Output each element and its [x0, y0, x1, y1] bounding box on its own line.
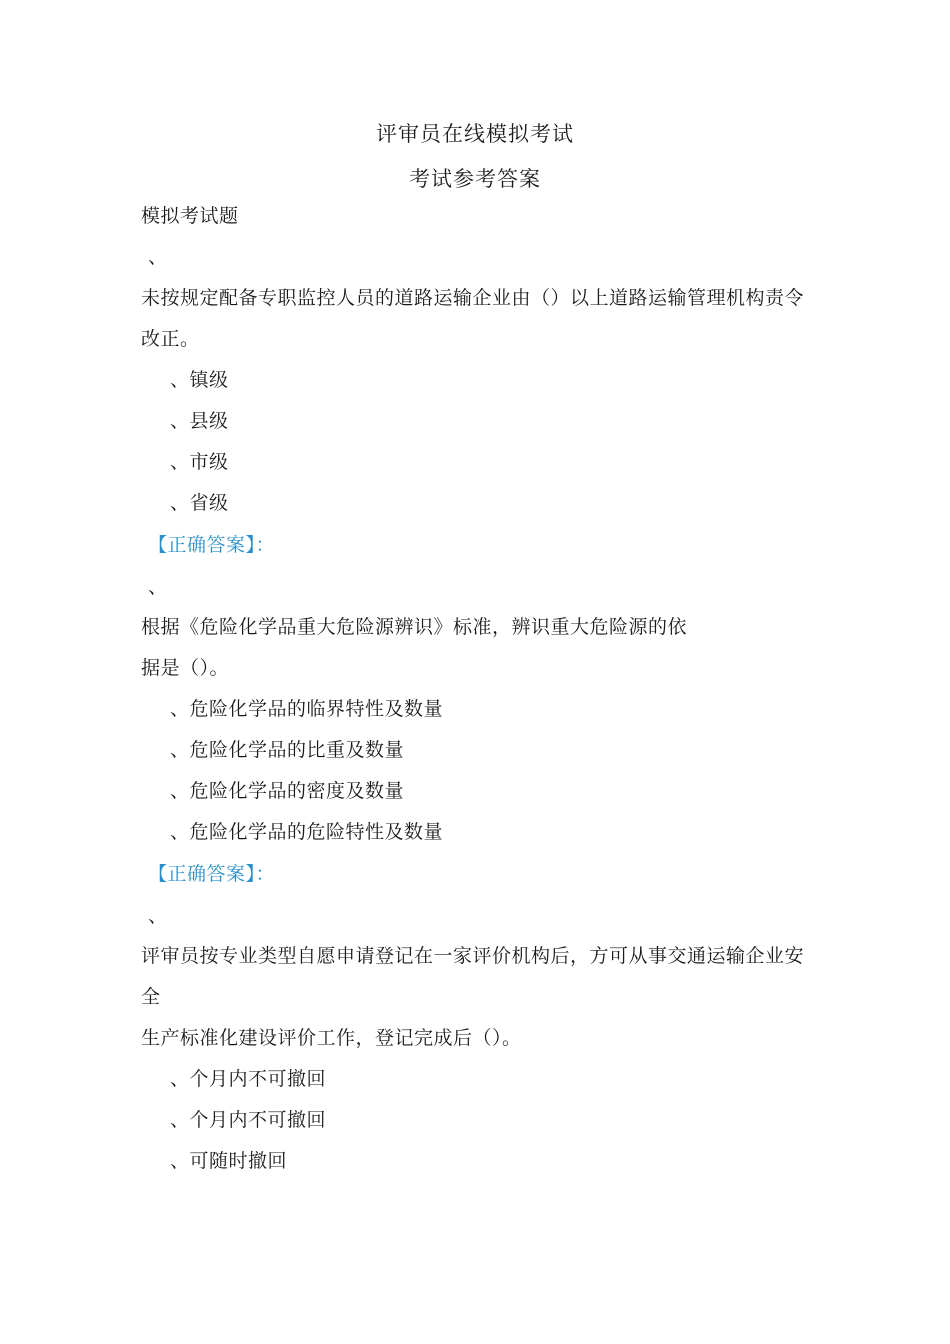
- question-stem-line: 全: [141, 986, 161, 1008]
- document-subtitle: 考试参考答案: [409, 167, 541, 191]
- question-option: 、危险化学品的危险特性及数量: [170, 821, 444, 843]
- question-option: 、镇级: [170, 369, 229, 391]
- question-number-mark: 、: [148, 246, 168, 268]
- section-label: 模拟考试题: [141, 205, 239, 227]
- question-stem-line: 未按规定配备专职监控人员的道路运输企业由（）以上道路运输管理机构责令: [141, 287, 805, 309]
- question-option: 、可随时撤回: [170, 1150, 288, 1172]
- question-stem-line: 评审员按专业类型自愿申请登记在一家评价机构后，方可从事交通运输企业安: [141, 945, 805, 967]
- question-stem-line: 据是（）。: [141, 657, 230, 679]
- question-stem-line: 根据《危险化学品重大危险源辨识》标准，辨识重大危险源的依: [141, 616, 688, 638]
- question-option: 、个月内不可撤回: [170, 1068, 327, 1090]
- document-title: 评审员在线模拟考试: [376, 122, 574, 146]
- question-option: 、个月内不可撤回: [170, 1109, 327, 1131]
- correct-answer-label: 【正确答案】：: [148, 863, 276, 885]
- question-option: 、危险化学品的比重及数量: [170, 739, 405, 761]
- question-option: 、危险化学品的密度及数量: [170, 780, 405, 802]
- question-option: 、市级: [170, 451, 229, 473]
- question-stem-line: 改正。: [141, 328, 200, 350]
- question-stem-line: 生产标准化建设评价工作，登记完成后（）。: [141, 1027, 522, 1049]
- question-option: 、危险化学品的临界特性及数量: [170, 698, 444, 720]
- question-number-mark: 、: [148, 905, 168, 927]
- question-number-mark: 、: [148, 576, 168, 598]
- question-option: 、县级: [170, 410, 229, 432]
- correct-answer-label: 【正确答案】：: [148, 534, 276, 556]
- question-option: 、省级: [170, 492, 229, 514]
